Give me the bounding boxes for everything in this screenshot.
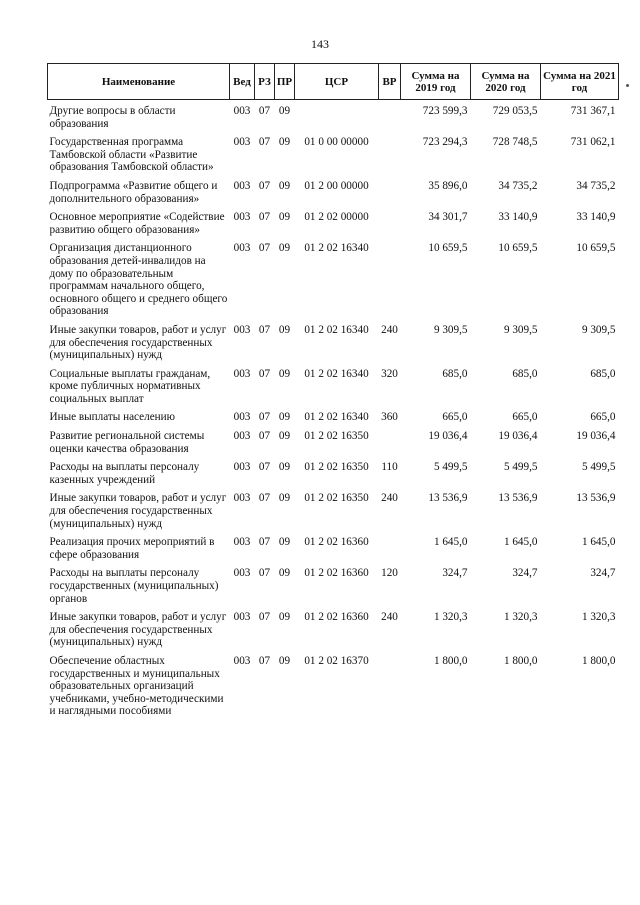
- row-csr: 01 0 00 00000: [304, 136, 369, 149]
- row-sum-2021: 34 735,2: [576, 179, 616, 192]
- row-pr: 09: [278, 611, 291, 624]
- row-sum-2019: 723 294,3: [422, 136, 468, 149]
- row-csr: 01 2 02 16360: [304, 536, 369, 549]
- header-pr: ПР: [275, 64, 295, 100]
- row-csr: 01 2 02 16340: [304, 367, 369, 380]
- row-rz: 07: [258, 242, 271, 255]
- table-row: [48, 211, 619, 242]
- table-row: [48, 536, 619, 567]
- table-row: [48, 655, 619, 724]
- row-csr: 01 2 02 16340: [304, 411, 369, 424]
- row-csr: 01 2 02 16370: [304, 654, 369, 667]
- row-sum-2019: 324,7: [442, 567, 468, 580]
- row-sum-2020: 728 748,5: [492, 136, 538, 149]
- table-row: [48, 411, 619, 430]
- row-sum-2019: 9 309,5: [433, 323, 468, 336]
- row-csr: 01 2 02 16350: [304, 461, 369, 474]
- row-csr: [295, 100, 379, 137]
- header-name: Наименование: [48, 64, 230, 100]
- row-name: Обеспечение областных государственных и муниципальных образовательных организаций учебниками, учебно-методическими и наглядными пособиями: [49, 654, 224, 718]
- row-name: Подпрограмма «Развитие общего и дополнительного образования»: [49, 179, 218, 205]
- row-name: Расходы на выплаты персоналу государственных (муниципальных) органов: [49, 567, 219, 605]
- row-pr: 09: [278, 323, 291, 336]
- row-pr: 09: [278, 105, 291, 117]
- row-rz: 07: [258, 492, 271, 505]
- row-sum-2020: 19 036,4: [498, 430, 538, 443]
- row-sum-2020: 1 800,0: [503, 654, 538, 667]
- row-pr: 09: [278, 536, 291, 549]
- header-sum-2020: Сумма на 2020 год: [471, 64, 541, 100]
- table-row: [48, 430, 619, 461]
- row-sum-2021: 1 800,0: [581, 654, 616, 667]
- scan-dot: [626, 84, 629, 87]
- row-csr: 01 2 00 00000: [304, 179, 369, 192]
- row-csr: 01 2 02 16340: [304, 323, 369, 336]
- row-name: Социальные выплаты гражданам, кроме публичных нормативных социальных выплат: [49, 367, 211, 405]
- table-row: [48, 180, 619, 211]
- row-csr: 01 2 02 16360: [304, 567, 369, 580]
- row-ved: 003: [233, 367, 251, 380]
- row-rz: 07: [258, 461, 271, 474]
- row-vr: 240: [381, 323, 398, 336]
- row-sum-2021: 1 645,0: [581, 536, 616, 549]
- row-vr: [379, 136, 401, 180]
- row-name: Другие вопросы в области образования: [49, 105, 176, 130]
- row-sum-2021: 19 036,4: [576, 430, 616, 443]
- row-sum-2021: 731 367,1: [570, 105, 616, 117]
- header-csr: ЦСР: [295, 64, 379, 100]
- row-sum-2021: 1 320,3: [581, 611, 616, 624]
- row-rz: 07: [258, 105, 271, 117]
- row-sum-2019: 1 320,3: [433, 611, 468, 624]
- row-sum-2019: 19 036,4: [428, 430, 468, 443]
- row-name: Государственная программа Тамбовской области «Развитие образования Тамбовской области»: [49, 136, 214, 174]
- row-ved: 003: [233, 211, 251, 224]
- row-sum-2019: 1 645,0: [433, 536, 468, 549]
- row-rz: 07: [258, 536, 271, 549]
- table-row: [48, 100, 619, 137]
- row-name: Иные закупки товаров, работ и услуг для обеспечения государственных (муниципальных) нужд: [49, 323, 227, 362]
- row-sum-2021: 324,7: [590, 567, 616, 580]
- row-csr: 01 2 02 16360: [304, 611, 369, 624]
- header-row: [48, 64, 619, 100]
- table-body: [48, 100, 619, 724]
- row-csr: 01 2 02 16350: [304, 430, 369, 443]
- row-sum-2020: 13 536,9: [498, 492, 538, 505]
- row-sum-2020: 10 659,5: [498, 242, 538, 255]
- row-sum-2021: 13 536,9: [576, 492, 616, 505]
- row-vr: 240: [381, 611, 398, 624]
- row-ved: 003: [233, 536, 251, 549]
- header-ved: Вед: [230, 64, 255, 100]
- row-vr: 120: [381, 567, 398, 580]
- table-row: [48, 461, 619, 492]
- header-sum-2021: Сумма на 2021 год: [541, 64, 619, 100]
- row-sum-2020: 685,0: [512, 367, 538, 380]
- table-row: [48, 368, 619, 412]
- row-csr: 01 2 02 16340: [304, 242, 369, 255]
- table-row: [48, 492, 619, 536]
- row-sum-2019: 13 536,9: [428, 492, 468, 505]
- row-sum-2019: 685,0: [442, 367, 468, 380]
- row-name: Развитие региональной системы оценки качества образования: [49, 430, 205, 455]
- row-vr: [379, 180, 401, 211]
- row-rz: 07: [258, 567, 271, 580]
- row-pr: 09: [278, 242, 291, 255]
- page-number: 143: [311, 37, 329, 51]
- row-sum-2021: 665,0: [590, 411, 616, 424]
- row-rz: 07: [258, 411, 271, 424]
- row-sum-2021: 731 062,1: [570, 136, 616, 149]
- row-name: Иные закупки товаров, работ и услуг для обеспечения государственных (муниципальных) нужд: [49, 611, 227, 649]
- row-sum-2019: 10 659,5: [428, 242, 468, 255]
- row-sum-2020: 5 499,5: [503, 461, 538, 474]
- row-rz: 07: [258, 367, 271, 380]
- row-vr: [379, 536, 401, 567]
- budget-table: [47, 63, 619, 724]
- row-csr: 01 2 02 16350: [304, 492, 369, 505]
- row-sum-2019: 35 896,0: [428, 179, 468, 192]
- row-sum-2019: 5 499,5: [433, 461, 468, 474]
- table-row: [48, 136, 619, 180]
- row-vr: [379, 211, 401, 242]
- row-sum-2021: 5 499,5: [581, 461, 616, 474]
- row-vr: [379, 100, 401, 137]
- row-ved: 003: [233, 611, 251, 624]
- row-sum-2020: 1 320,3: [503, 611, 538, 624]
- row-rz: 07: [258, 323, 271, 336]
- row-sum-2020: 729 053,5: [492, 105, 538, 117]
- table-row: [48, 611, 619, 655]
- row-rz: 07: [258, 136, 271, 149]
- row-pr: 09: [278, 211, 291, 224]
- row-ved: 003: [233, 105, 251, 117]
- row-vr: 110: [381, 461, 398, 474]
- row-vr: 320: [381, 367, 398, 380]
- row-ved: 003: [233, 136, 251, 149]
- table-row: [48, 567, 619, 611]
- row-sum-2019: 665,0: [442, 411, 468, 424]
- row-ved: 003: [233, 323, 251, 336]
- row-name: Иные закупки товаров, работ и услуг для обеспечения государственных (муниципальных) нужд: [49, 492, 227, 530]
- row-pr: 09: [278, 179, 291, 192]
- row-sum-2020: 33 140,9: [498, 211, 538, 224]
- table-row: [48, 324, 619, 368]
- row-ved: 003: [233, 242, 251, 255]
- row-name: Основное мероприятие «Содействие развитию общего образования»: [49, 211, 225, 236]
- row-rz: 07: [258, 654, 271, 667]
- row-rz: 07: [258, 211, 271, 224]
- header-rz: РЗ: [255, 64, 275, 100]
- row-sum-2021: 33 140,9: [576, 211, 616, 224]
- row-sum-2020: 34 735,2: [498, 179, 538, 192]
- row-pr: 09: [278, 136, 291, 149]
- row-pr: 09: [278, 411, 291, 424]
- row-rz: 07: [258, 430, 271, 443]
- row-vr: [379, 242, 401, 324]
- row-sum-2021: 9 309,5: [581, 323, 616, 336]
- row-ved: 003: [233, 654, 251, 667]
- row-vr: 360: [381, 411, 398, 424]
- row-pr: 09: [278, 461, 291, 474]
- header-vr: ВР: [379, 64, 401, 100]
- row-name: Реализация прочих мероприятий в сфере образования: [49, 536, 215, 561]
- row-pr: 09: [278, 367, 291, 380]
- row-ved: 003: [233, 430, 251, 443]
- row-sum-2019: 723 599,3: [422, 105, 468, 117]
- row-vr: 240: [381, 492, 398, 505]
- row-sum-2019: 1 800,0: [433, 654, 468, 667]
- row-name: Организация дистанционного образования детей-инвалидов на дому по образовательным программам начального общего, основного общего и среднего общего образования: [49, 242, 228, 318]
- row-rz: 07: [258, 611, 271, 624]
- row-vr: [379, 655, 401, 724]
- row-rz: 07: [258, 179, 271, 192]
- row-vr: [379, 430, 401, 461]
- row-ved: 003: [233, 492, 251, 505]
- row-pr: 09: [278, 492, 291, 505]
- row-sum-2020: 9 309,5: [503, 323, 538, 336]
- row-sum-2019: 34 301,7: [428, 211, 468, 224]
- row-sum-2021: 685,0: [590, 367, 616, 380]
- row-name: Расходы на выплаты персоналу казенных учреждений: [49, 461, 200, 486]
- row-sum-2021: 10 659,5: [576, 242, 616, 255]
- row-pr: 09: [278, 567, 291, 580]
- table-row: [48, 242, 619, 324]
- row-ved: 003: [233, 567, 251, 580]
- row-sum-2020: 665,0: [512, 411, 538, 424]
- row-csr: 01 2 02 00000: [304, 211, 369, 224]
- row-pr: 09: [278, 654, 291, 667]
- row-sum-2020: 324,7: [512, 567, 538, 580]
- row-ved: 003: [233, 461, 251, 474]
- row-ved: 003: [233, 411, 251, 424]
- header-sum-2019: Сумма на 2019 год: [401, 64, 471, 100]
- row-pr: 09: [278, 430, 291, 443]
- row-name: Иные выплаты населению: [49, 411, 175, 424]
- row-ved: 003: [233, 179, 251, 192]
- table-header: [48, 64, 619, 100]
- row-sum-2020: 1 645,0: [503, 536, 538, 549]
